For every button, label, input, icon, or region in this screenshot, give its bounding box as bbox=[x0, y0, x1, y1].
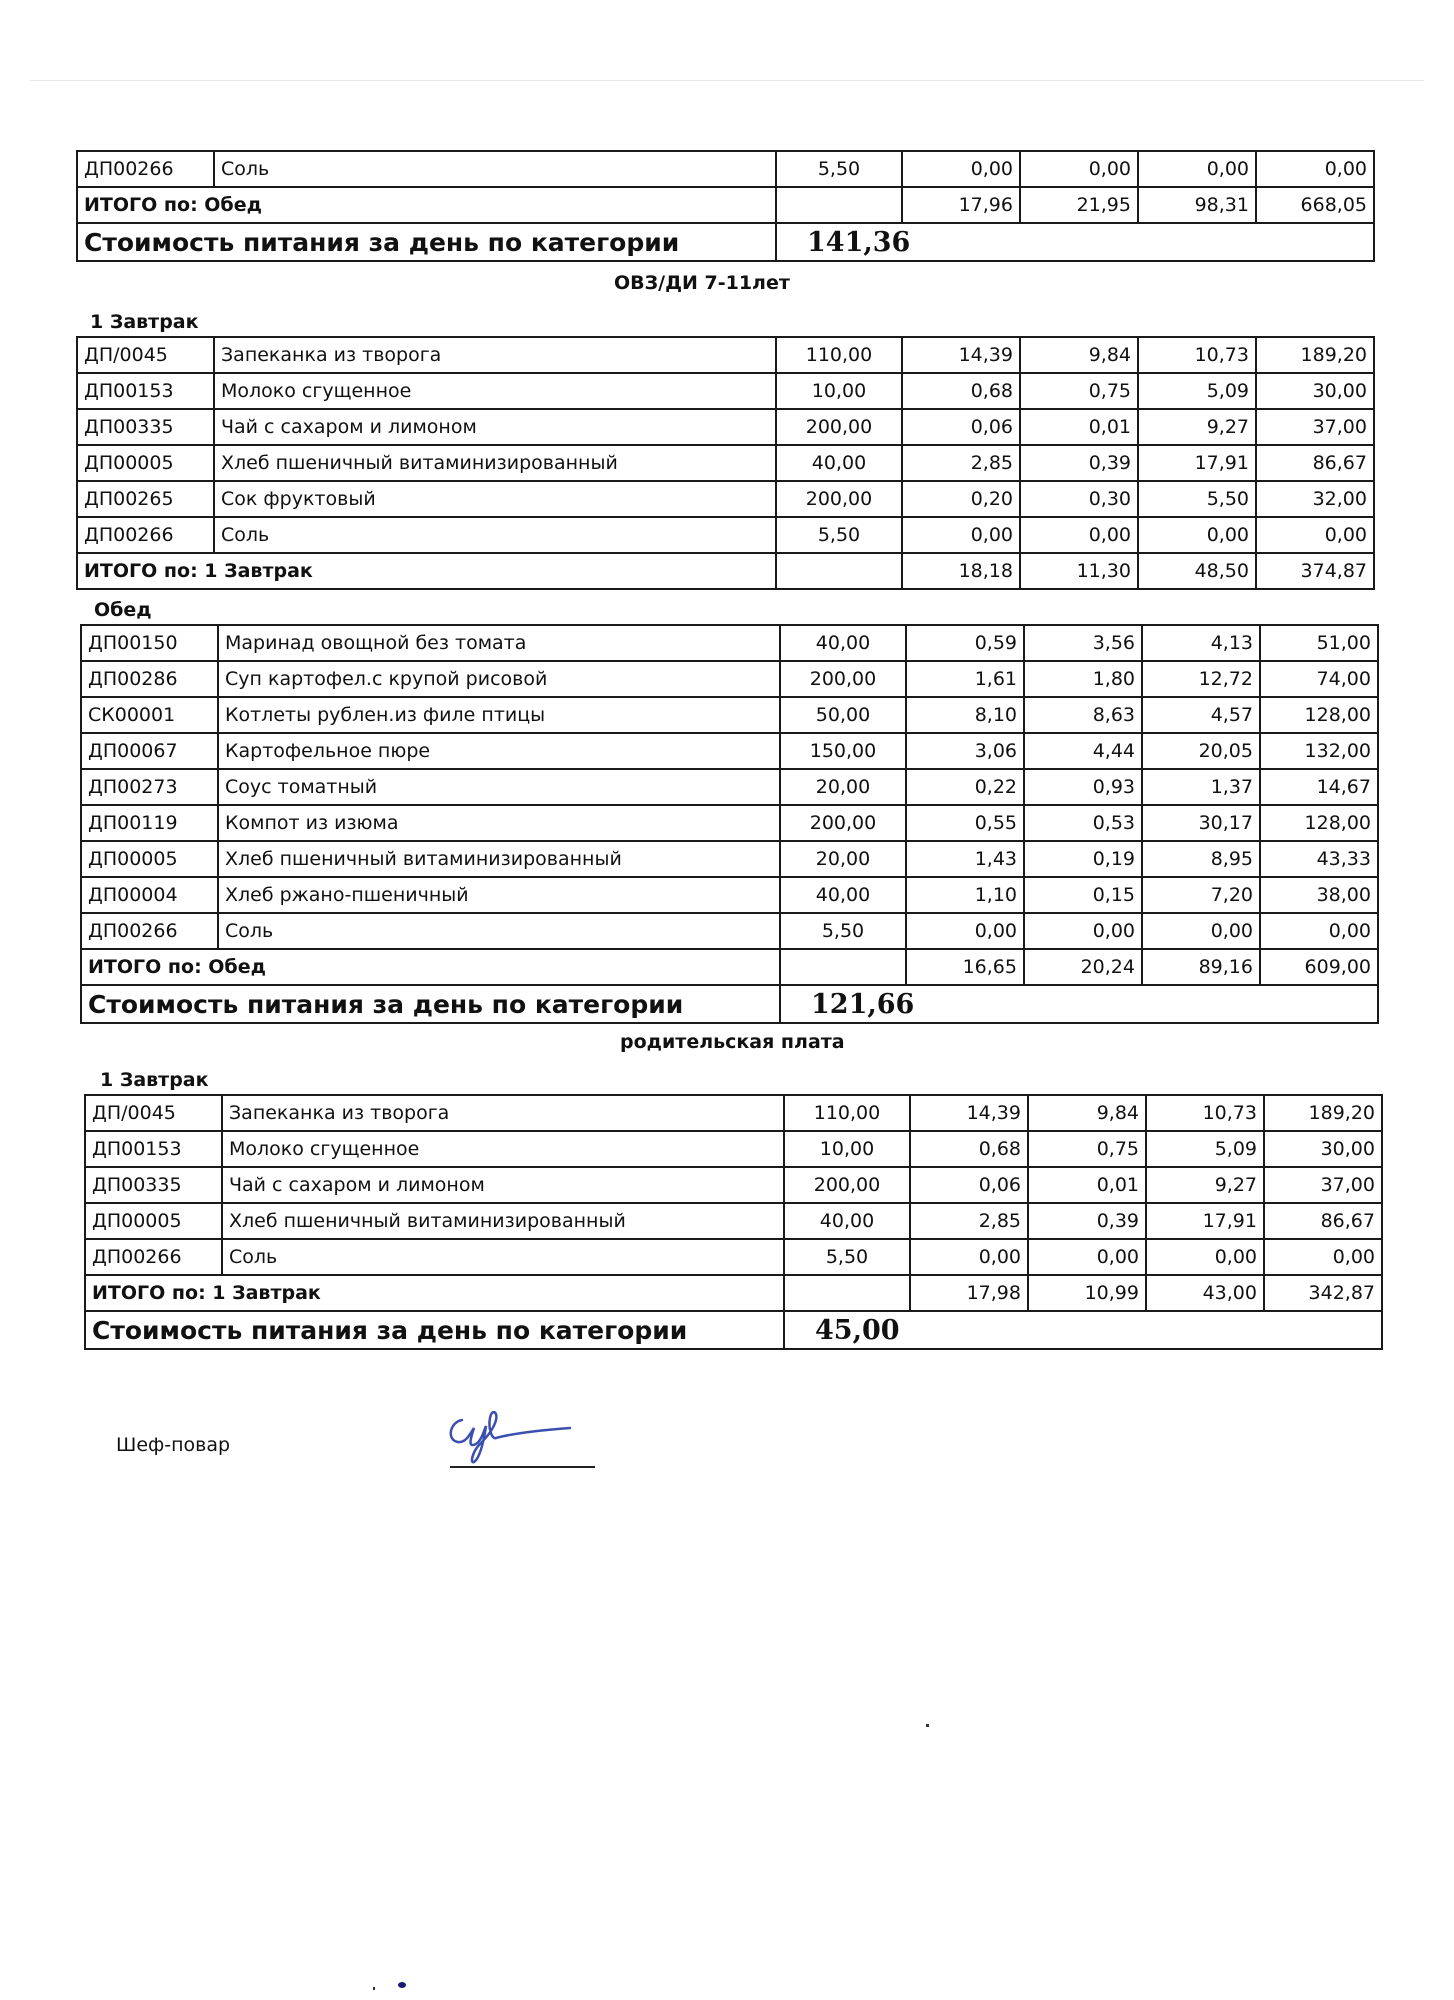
section-title: ОВЗ/ДИ 7-11лет bbox=[614, 272, 790, 294]
total-kcal: 609,00 bbox=[1260, 949, 1378, 985]
item-kcal: 128,00 bbox=[1260, 697, 1378, 733]
item-mass: 20,00 bbox=[780, 841, 906, 877]
table-row bbox=[81, 769, 1378, 805]
table-row bbox=[77, 445, 1374, 481]
meal-label-breakfast: 1 Завтрак bbox=[90, 311, 199, 333]
item-name: Хлеб пшеничный витаминизированный bbox=[222, 1203, 784, 1239]
table-row bbox=[77, 409, 1374, 445]
table-row bbox=[85, 1167, 1382, 1203]
cost-value: 141,36 bbox=[776, 223, 1374, 261]
item-protein: 0,59 bbox=[906, 625, 1024, 661]
item-carbs: 0,00 bbox=[1146, 1239, 1264, 1275]
item-mass: 200,00 bbox=[776, 481, 902, 517]
item-fat: 0,39 bbox=[1020, 445, 1138, 481]
table-row bbox=[81, 697, 1378, 733]
item-code: ДП00005 bbox=[77, 445, 214, 481]
item-name: Запеканка из творога bbox=[222, 1095, 784, 1131]
item-protein: 0,55 bbox=[906, 805, 1024, 841]
item-name: Чай с сахаром и лимоном bbox=[222, 1167, 784, 1203]
item-carbs: 17,91 bbox=[1138, 445, 1256, 481]
total-fat: 10,99 bbox=[1028, 1275, 1146, 1311]
item-kcal: 30,00 bbox=[1256, 373, 1374, 409]
item-kcal: 37,00 bbox=[1256, 409, 1374, 445]
item-kcal: 86,67 bbox=[1256, 445, 1374, 481]
table-row bbox=[77, 151, 1374, 187]
item-mass: 5,50 bbox=[780, 913, 906, 949]
item-mass: 40,00 bbox=[776, 445, 902, 481]
item-code: ДП00119 bbox=[81, 805, 218, 841]
item-mass: 110,00 bbox=[784, 1095, 910, 1131]
total-carbs: 48,50 bbox=[1138, 553, 1256, 589]
total-carbs: 43,00 bbox=[1146, 1275, 1264, 1311]
table-row bbox=[81, 841, 1378, 877]
section1-breakfast-table bbox=[76, 336, 1375, 590]
item-kcal: 32,00 bbox=[1256, 481, 1374, 517]
item-code: ДП00004 bbox=[81, 877, 218, 913]
item-mass: 200,00 bbox=[780, 805, 906, 841]
item-name: Картофельное пюре bbox=[218, 733, 780, 769]
item-code: ДП00005 bbox=[85, 1203, 222, 1239]
item-fat: 0,00 bbox=[1020, 517, 1138, 553]
item-mass: 200,00 bbox=[780, 661, 906, 697]
item-fat: 0,30 bbox=[1020, 481, 1138, 517]
item-kcal: 14,67 bbox=[1260, 769, 1378, 805]
item-carbs: 7,20 bbox=[1142, 877, 1260, 913]
cost-label: Стоимость питания за день по категории bbox=[77, 223, 776, 261]
table-row bbox=[85, 1131, 1382, 1167]
item-kcal: 51,00 bbox=[1260, 625, 1378, 661]
item-kcal: 0,00 bbox=[1256, 517, 1374, 553]
item-name: Суп картофел.с крупой рисовой bbox=[218, 661, 780, 697]
scan-artifact bbox=[373, 1987, 375, 1990]
item-carbs: 9,27 bbox=[1138, 409, 1256, 445]
item-code: ДП00005 bbox=[81, 841, 218, 877]
item-protein: 0,00 bbox=[910, 1239, 1028, 1275]
item-code: ДП/0045 bbox=[77, 337, 214, 373]
item-protein: 0,68 bbox=[902, 373, 1020, 409]
total-carbs: 98,31 bbox=[1138, 187, 1256, 223]
item-mass: 200,00 bbox=[776, 409, 902, 445]
item-mass: 150,00 bbox=[780, 733, 906, 769]
item-protein: 1,61 bbox=[906, 661, 1024, 697]
item-fat: 1,80 bbox=[1024, 661, 1142, 697]
item-name: Чай с сахаром и лимоном bbox=[214, 409, 776, 445]
item-carbs: 12,72 bbox=[1142, 661, 1260, 697]
table-row bbox=[77, 373, 1374, 409]
total-fat: 21,95 bbox=[1020, 187, 1138, 223]
section2-breakfast-table bbox=[84, 1094, 1383, 1350]
signature-scribble-icon bbox=[440, 1400, 600, 1470]
total-kcal: 342,87 bbox=[1264, 1275, 1382, 1311]
item-kcal: 37,00 bbox=[1264, 1167, 1382, 1203]
item-fat: 3,56 bbox=[1024, 625, 1142, 661]
item-code: ДП00150 bbox=[81, 625, 218, 661]
item-kcal: 30,00 bbox=[1264, 1131, 1382, 1167]
item-name: Хлеб пшеничный витаминизированный bbox=[214, 445, 776, 481]
table-row bbox=[77, 517, 1374, 553]
item-code: ДП00266 bbox=[77, 151, 214, 187]
item-name: Запеканка из творога bbox=[214, 337, 776, 373]
item-fat: 0,53 bbox=[1024, 805, 1142, 841]
total-mass-empty bbox=[776, 187, 902, 223]
item-fat: 0,75 bbox=[1028, 1131, 1146, 1167]
item-protein: 2,85 bbox=[910, 1203, 1028, 1239]
total-label: ИТОГО по: 1 Завтрак bbox=[77, 553, 776, 589]
total-carbs: 89,16 bbox=[1142, 949, 1260, 985]
item-protein: 0,22 bbox=[906, 769, 1024, 805]
item-carbs: 5,50 bbox=[1138, 481, 1256, 517]
item-protein: 0,20 bbox=[902, 481, 1020, 517]
item-carbs: 5,09 bbox=[1146, 1131, 1264, 1167]
item-kcal: 189,20 bbox=[1264, 1095, 1382, 1131]
item-protein: 8,10 bbox=[906, 697, 1024, 733]
cost-value: 45,00 bbox=[784, 1311, 1382, 1349]
item-kcal: 86,67 bbox=[1264, 1203, 1382, 1239]
total-protein: 18,18 bbox=[902, 553, 1020, 589]
item-kcal: 0,00 bbox=[1264, 1239, 1382, 1275]
item-protein: 2,85 bbox=[902, 445, 1020, 481]
table-row bbox=[77, 481, 1374, 517]
item-carbs: 4,13 bbox=[1142, 625, 1260, 661]
total-mass-empty bbox=[784, 1275, 910, 1311]
total-mass-empty bbox=[780, 949, 906, 985]
table-row bbox=[81, 805, 1378, 841]
item-fat: 0,00 bbox=[1020, 151, 1138, 187]
cost-row bbox=[81, 985, 1378, 1023]
item-name: Соль bbox=[214, 151, 776, 187]
item-fat: 9,84 bbox=[1028, 1095, 1146, 1131]
item-protein: 0,06 bbox=[910, 1167, 1028, 1203]
table-row bbox=[81, 625, 1378, 661]
meal-label-lunch: Обед bbox=[94, 599, 152, 621]
item-protein: 1,10 bbox=[906, 877, 1024, 913]
table-row bbox=[81, 661, 1378, 697]
cost-label: Стоимость питания за день по категории bbox=[85, 1311, 784, 1349]
total-kcal: 668,05 bbox=[1256, 187, 1374, 223]
item-mass: 5,50 bbox=[784, 1239, 910, 1275]
item-protein: 14,39 bbox=[910, 1095, 1028, 1131]
item-code: ДП/0045 bbox=[85, 1095, 222, 1131]
table-row bbox=[81, 733, 1378, 769]
item-name: Соль bbox=[222, 1239, 784, 1275]
item-protein: 0,06 bbox=[902, 409, 1020, 445]
item-mass: 40,00 bbox=[784, 1203, 910, 1239]
total-fat: 11,30 bbox=[1020, 553, 1138, 589]
table-row bbox=[85, 1239, 1382, 1275]
chef-role-label: Шеф-повар bbox=[116, 1434, 231, 1456]
total-protein: 16,65 bbox=[906, 949, 1024, 985]
item-carbs: 5,09 bbox=[1138, 373, 1256, 409]
item-name: Соль bbox=[214, 517, 776, 553]
item-code: ДП00266 bbox=[81, 913, 218, 949]
item-name: Соль bbox=[218, 913, 780, 949]
item-code: ДП00335 bbox=[85, 1167, 222, 1203]
item-fat: 4,44 bbox=[1024, 733, 1142, 769]
item-carbs: 30,17 bbox=[1142, 805, 1260, 841]
item-name: Хлеб ржано-пшеничный bbox=[218, 877, 780, 913]
scan-artifact bbox=[926, 1724, 929, 1727]
item-kcal: 128,00 bbox=[1260, 805, 1378, 841]
item-kcal: 74,00 bbox=[1260, 661, 1378, 697]
cost-row bbox=[85, 1311, 1382, 1349]
cost-value: 121,66 bbox=[780, 985, 1378, 1023]
item-code: ДП00335 bbox=[77, 409, 214, 445]
item-code: ДП00286 bbox=[81, 661, 218, 697]
item-mass: 40,00 bbox=[780, 877, 906, 913]
item-kcal: 43,33 bbox=[1260, 841, 1378, 877]
item-carbs: 0,00 bbox=[1138, 151, 1256, 187]
section-title: родительская плата bbox=[620, 1031, 845, 1053]
item-code: ДП00266 bbox=[77, 517, 214, 553]
cost-row bbox=[77, 223, 1374, 261]
item-code: СК00001 bbox=[81, 697, 218, 733]
item-name: Маринад овощной без томата bbox=[218, 625, 780, 661]
item-fat: 8,63 bbox=[1024, 697, 1142, 733]
item-fat: 0,01 bbox=[1020, 409, 1138, 445]
item-kcal: 189,20 bbox=[1256, 337, 1374, 373]
table-row bbox=[77, 337, 1374, 373]
table-row bbox=[81, 913, 1378, 949]
total-protein: 17,98 bbox=[910, 1275, 1028, 1311]
top-fragment-table bbox=[76, 150, 1375, 262]
meal-label-breakfast: 1 Завтрак bbox=[100, 1069, 209, 1091]
section1-lunch-table bbox=[80, 624, 1379, 1024]
item-kcal: 38,00 bbox=[1260, 877, 1378, 913]
item-protein: 14,39 bbox=[902, 337, 1020, 373]
item-code: ДП00266 bbox=[85, 1239, 222, 1275]
cost-label: Стоимость питания за день по категории bbox=[81, 985, 780, 1023]
item-kcal: 0,00 bbox=[1260, 913, 1378, 949]
item-mass: 50,00 bbox=[780, 697, 906, 733]
item-fat: 0,93 bbox=[1024, 769, 1142, 805]
item-carbs: 20,05 bbox=[1142, 733, 1260, 769]
item-mass: 20,00 bbox=[780, 769, 906, 805]
total-row bbox=[81, 949, 1378, 985]
item-code: ДП00153 bbox=[85, 1131, 222, 1167]
item-fat: 0,01 bbox=[1028, 1167, 1146, 1203]
item-carbs: 9,27 bbox=[1146, 1167, 1264, 1203]
item-fat: 0,39 bbox=[1028, 1203, 1146, 1239]
item-fat: 0,00 bbox=[1024, 913, 1142, 949]
item-carbs: 1,37 bbox=[1142, 769, 1260, 805]
total-row bbox=[77, 553, 1374, 589]
item-kcal: 132,00 bbox=[1260, 733, 1378, 769]
item-mass: 10,00 bbox=[784, 1131, 910, 1167]
item-protein: 0,00 bbox=[906, 913, 1024, 949]
item-code: ДП00265 bbox=[77, 481, 214, 517]
item-name: Хлеб пшеничный витаминизированный bbox=[218, 841, 780, 877]
item-kcal: 0,00 bbox=[1256, 151, 1374, 187]
table-row bbox=[85, 1203, 1382, 1239]
item-protein: 0,68 bbox=[910, 1131, 1028, 1167]
item-fat: 0,19 bbox=[1024, 841, 1142, 877]
page-top-edge bbox=[30, 80, 1424, 81]
item-fat: 0,15 bbox=[1024, 877, 1142, 913]
item-protein: 0,00 bbox=[902, 151, 1020, 187]
total-row bbox=[77, 187, 1374, 223]
total-kcal: 374,87 bbox=[1256, 553, 1374, 589]
item-mass: 5,50 bbox=[776, 151, 902, 187]
item-code: ДП00273 bbox=[81, 769, 218, 805]
item-carbs: 17,91 bbox=[1146, 1203, 1264, 1239]
item-name: Котлеты рублен.из филе птицы bbox=[218, 697, 780, 733]
scan-artifact bbox=[398, 1982, 406, 1988]
item-name: Соус томатный bbox=[218, 769, 780, 805]
item-protein: 0,00 bbox=[902, 517, 1020, 553]
item-code: ДП00067 bbox=[81, 733, 218, 769]
table-row bbox=[81, 877, 1378, 913]
item-fat: 0,00 bbox=[1028, 1239, 1146, 1275]
total-mass-empty bbox=[776, 553, 902, 589]
table-row bbox=[85, 1095, 1382, 1131]
total-label: ИТОГО по: Обед bbox=[77, 187, 776, 223]
item-protein: 1,43 bbox=[906, 841, 1024, 877]
item-carbs: 0,00 bbox=[1138, 517, 1256, 553]
item-name: Молоко сгущенное bbox=[214, 373, 776, 409]
item-carbs: 10,73 bbox=[1138, 337, 1256, 373]
signature bbox=[440, 1400, 600, 1470]
item-name: Молоко сгущенное bbox=[222, 1131, 784, 1167]
item-carbs: 10,73 bbox=[1146, 1095, 1264, 1131]
signature-line bbox=[450, 1466, 595, 1468]
item-carbs: 8,95 bbox=[1142, 841, 1260, 877]
total-fat: 20,24 bbox=[1024, 949, 1142, 985]
item-mass: 110,00 bbox=[776, 337, 902, 373]
item-carbs: 4,57 bbox=[1142, 697, 1260, 733]
total-row bbox=[85, 1275, 1382, 1311]
total-protein: 17,96 bbox=[902, 187, 1020, 223]
item-mass: 200,00 bbox=[784, 1167, 910, 1203]
item-name: Компот из изюма bbox=[218, 805, 780, 841]
item-fat: 9,84 bbox=[1020, 337, 1138, 373]
item-code: ДП00153 bbox=[77, 373, 214, 409]
item-carbs: 0,00 bbox=[1142, 913, 1260, 949]
item-mass: 40,00 bbox=[780, 625, 906, 661]
item-fat: 0,75 bbox=[1020, 373, 1138, 409]
item-protein: 3,06 bbox=[906, 733, 1024, 769]
item-mass: 5,50 bbox=[776, 517, 902, 553]
item-mass: 10,00 bbox=[776, 373, 902, 409]
total-label: ИТОГО по: Обед bbox=[81, 949, 780, 985]
total-label: ИТОГО по: 1 Завтрак bbox=[85, 1275, 784, 1311]
item-name: Сок фруктовый bbox=[214, 481, 776, 517]
